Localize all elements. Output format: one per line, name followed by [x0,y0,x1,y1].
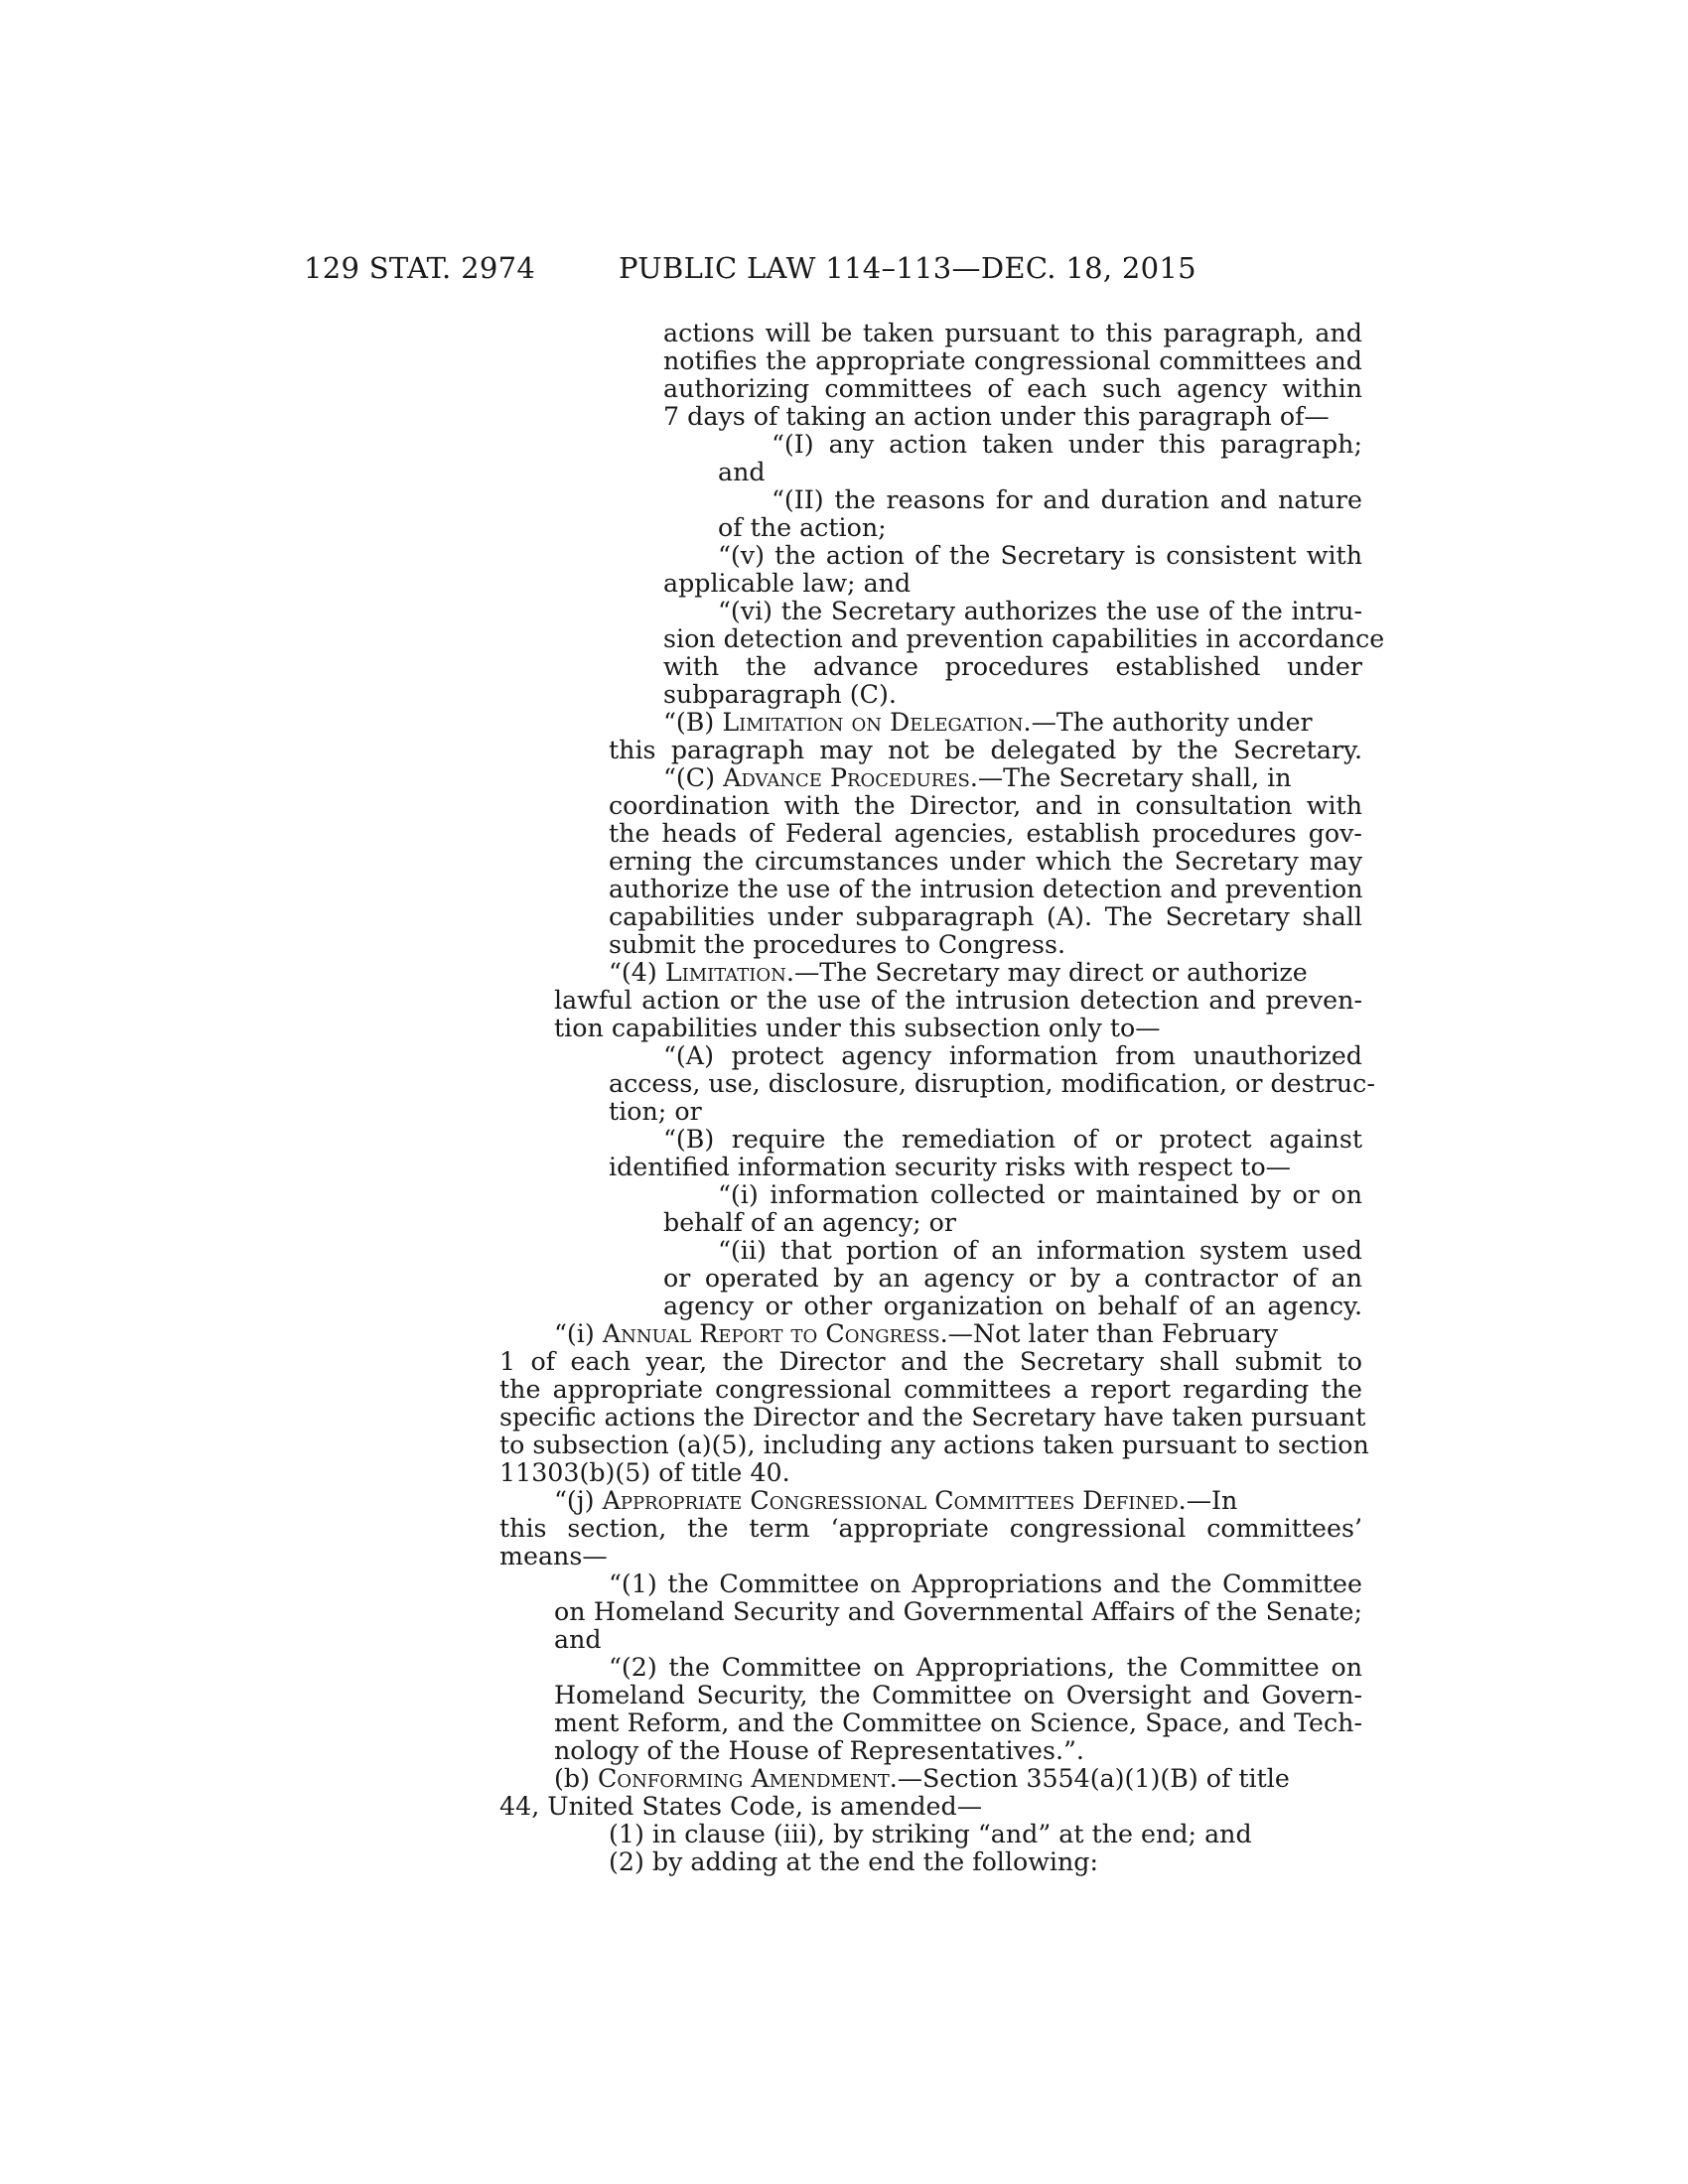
text-line: “(ii) that portion of an information system used [718,1236,1362,1265]
text-line: and [718,458,766,486]
text-line: 11303(b)(5) of title 40. [499,1458,790,1487]
text-line: access, use, disclosure, disruption, modification, or destruc- [609,1069,1375,1098]
text-line: sion detection and prevention capabilities in accordance [663,624,1385,653]
text-line: subparagraph (C). [663,680,897,709]
text-line: 7 days of taking an action under this paragraph of— [663,402,1330,431]
text-line: on Homeland Security and Governmental Affairs of the Senate; [554,1597,1362,1626]
text-line: (2) by adding at the end the following: [609,1847,1098,1876]
text-line: “(I) any action taken under this paragraph; [772,430,1362,459]
text-line: nology of the House of Representatives.”. [554,1736,1084,1765]
text-line: the heads of Federal agencies, establish procedures gov- [609,819,1362,848]
text-line: “(i) information collected or maintained by or on [718,1180,1362,1209]
subsection-heading-line: “(j) Appropriate Congressional Committees Defined.—In [554,1486,1238,1515]
public-law-header: PUBLIC LAW 114–113—DEC. 18, 2015 [619,251,1196,285]
text-line: with the advance procedures established under [663,652,1362,681]
text-line: “(v) the action of the Secretary is consistent with [718,541,1362,570]
text-line: capabilities under subparagraph (A). The Secretary shall [609,902,1362,931]
text-line: and [554,1625,602,1654]
text-line: this section, the term ‘appropriate congressional committees’ [499,1514,1362,1543]
heading-small-caps: Advance Procedures [723,763,970,792]
text-line: “(II) the reasons for and duration and nature [772,485,1362,514]
text-line: notifies the appropriate congressional committees and [663,346,1362,375]
text-line: “(B) require the remediation of or protect against [663,1125,1362,1154]
text-line: tion capabilities under this subsection only to— [554,1014,1161,1042]
text-line: specific actions the Director and the Secretary have taken pursuant [499,1403,1366,1432]
text-line: 1 of each year, the Director and the Secretary shall submit to [499,1347,1362,1376]
text-line: authorizing committees of each such agency within [663,374,1362,403]
text-line: “(A) protect agency information from unauthorized [663,1041,1362,1070]
text-line: to subsection (a)(5), including any actions taken pursuant to section [499,1431,1369,1459]
text-line: the appropriate congressional committees a report regarding the [499,1375,1362,1404]
text-line: agency or other organization on behalf of an agency. [663,1292,1362,1320]
statute-page-number: 129 STAT. 2974 [304,251,536,285]
text-line: “(vi) the Secretary authorizes the use of the intru- [718,597,1362,625]
subsection-heading-line: “(i) Annual Report to Congress.—Not later than February [554,1319,1279,1348]
text-line: identified information security risks with respect to— [609,1153,1291,1181]
text-line: 44, United States Code, is amended— [499,1792,983,1821]
text-line: means— [499,1542,608,1570]
text-line: erning the circumstances under which the Secretary may [609,847,1362,876]
heading-small-caps: Limitation [664,958,786,987]
heading-small-caps: Limitation on Delegation [722,708,1024,737]
subparagraph-heading-line: “(B) Limitation on Delegation.—The authority under [663,708,1313,737]
text-line: actions will be taken pursuant to this paragraph, and [663,319,1362,347]
text-line: “(2) the Committee on Appropriations, the Committee on [609,1653,1362,1682]
subsection-heading-line: (b) Conforming Amendment.—Section 3554(a)(1)(B) of title [554,1764,1290,1793]
text-line: “(1) the Committee on Appropriations and the Committee [609,1570,1362,1598]
text-line: ment Reform, and the Committee on Science, Space, and Tech- [554,1708,1362,1737]
subparagraph-heading-line: “(C) Advance Procedures.—The Secretary shall, in [663,763,1292,792]
text-line: behalf of an agency; or [663,1208,956,1237]
text-line: lawful action or the use of the intrusion detection and preven- [554,986,1362,1015]
text-line: coordination with the Director, and in consultation with [609,791,1362,820]
text-line: Homeland Security, the Committee on Oversight and Govern- [554,1681,1362,1709]
text-line: tion; or [609,1097,702,1126]
text-line: this paragraph may not be delegated by the Secretary. [609,736,1362,764]
heading-small-caps: Appropriate Congressional Committees Defined [602,1486,1179,1515]
text-line: applicable law; and [663,569,912,598]
text-line: of the action; [718,513,887,542]
paragraph-heading-line: “(4) Limitation.—The Secretary may direct or authorize [609,958,1308,987]
heading-small-caps: Annual Report to Congress [602,1319,940,1348]
text-line: submit the procedures to Congress. [609,930,1066,959]
text-line: authorize the use of the intrusion detection and prevention [609,875,1363,903]
text-line: or operated by an agency or by a contractor of an [663,1264,1362,1293]
text-line: (1) in clause (iii), by striking “and” at the end; and [609,1820,1252,1848]
heading-small-caps: Conforming Amendment [597,1764,890,1793]
